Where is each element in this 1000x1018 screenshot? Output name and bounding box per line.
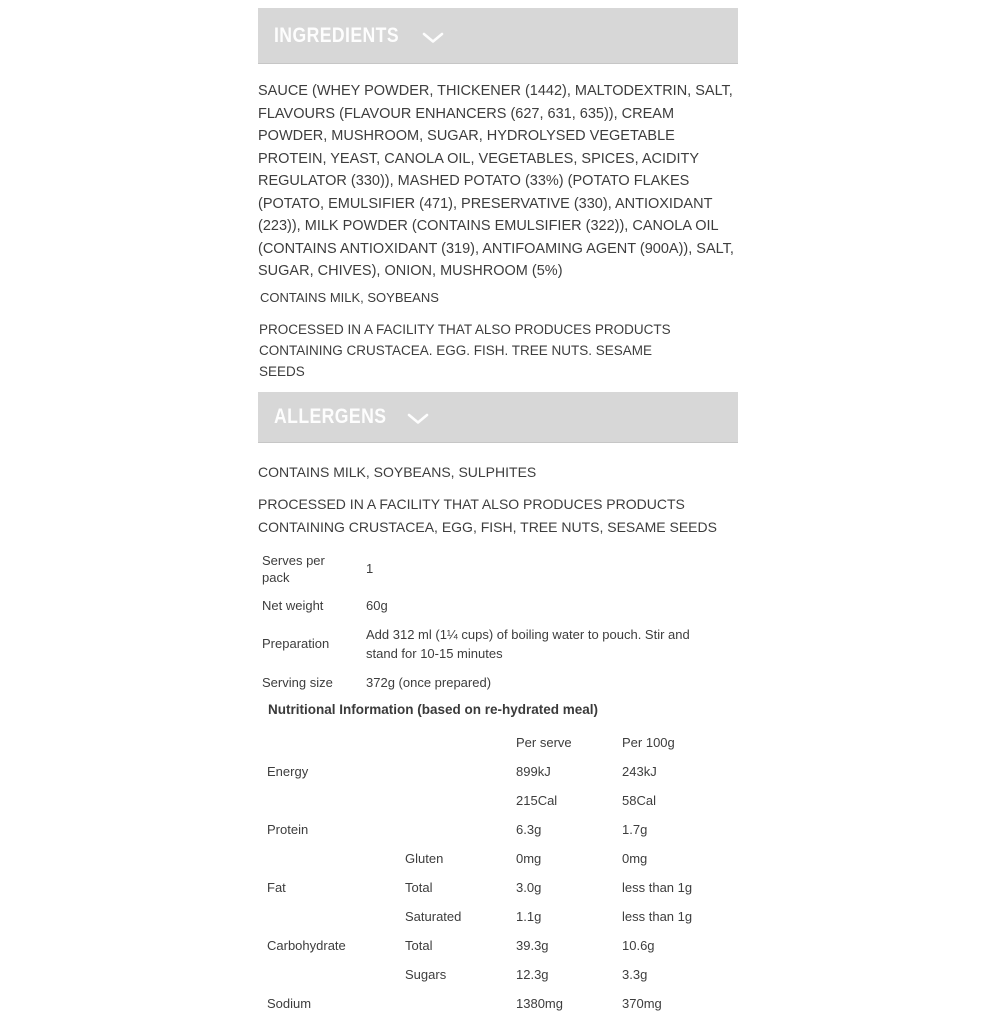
spec-table	[262, 547, 738, 697]
per-serve-value: 0mg	[516, 850, 542, 866]
nutrition-title: Nutritional Information (based on re-hydrated meal)	[268, 701, 599, 717]
nutrient-sub-label: Saturated	[405, 908, 462, 924]
nutrient-group-label: Carbohydrate	[267, 937, 346, 953]
chevron-down-icon	[407, 413, 429, 425]
nutrient-sub-label: Total	[405, 937, 433, 953]
allergens-contains-text: CONTAINS MILK, SOYBEANS, SULPHITES	[258, 463, 537, 480]
per-serve-value: 1.1g	[516, 908, 542, 924]
nutrition-row-row	[267, 844, 738, 873]
spec-label: Serving size	[262, 674, 333, 690]
nutrition-row-row	[267, 902, 738, 931]
spec-value: Add 312 ml (1¼ cups) of boiling water to pouch. Stir and stand for 10-15 minutes	[366, 626, 690, 661]
per-100g-value: less than 1g	[622, 879, 693, 895]
nutrient-sub-label: Gluten	[405, 850, 444, 866]
ingredients-contains-text: CONTAINS MILK, SOYBEANS	[260, 289, 439, 305]
spec-label: Preparation	[262, 636, 330, 651]
spec-label: Serves per pack	[262, 552, 325, 585]
spec-value: 60g	[366, 597, 388, 613]
nutrition-row-row	[267, 960, 738, 989]
per-serve-column-header: Per serve	[516, 734, 572, 750]
nutrient-sub-label: Sugars	[405, 966, 447, 982]
per-serve-value: 215Cal	[516, 792, 558, 808]
nutrition-row-protein	[267, 815, 738, 844]
spec-label: Net weight	[262, 597, 324, 613]
per-serve-value: 6.3g	[516, 821, 542, 837]
per-100g-column-header: Per 100g	[622, 734, 675, 750]
per-100g-value: less than 1g	[622, 908, 693, 924]
per-100g-value: 58Cal	[622, 792, 656, 808]
nutrient-group-label: Protein	[267, 821, 309, 837]
ingredients-header-title: INGREDIENTS	[274, 23, 399, 47]
spec-row-serves-per-pack	[262, 547, 738, 591]
ingredients-accordion-header[interactable]	[258, 8, 738, 64]
nutrient-group-label: Fat	[267, 879, 286, 895]
per-serve-value: 12.3g	[516, 966, 549, 982]
nutrient-group-label: Energy	[267, 763, 309, 779]
per-100g-value: 0mg	[622, 850, 648, 866]
per-100g-value: 10.6g	[622, 937, 655, 953]
per-100g-value: 3.3g	[622, 966, 648, 982]
product-info-panel	[258, 8, 738, 1018]
allergens-facility-warning-text: PROCESSED IN A FACILITY THAT ALSO PRODUCES PRODUCTS CONTAINING CRUSTACEA, EGG, FISH, TREE NUTS, SESAME SEEDS	[258, 495, 717, 535]
nutrition-row-sodium	[267, 989, 738, 1018]
nutrition-table	[267, 728, 738, 1018]
allergens-header-title: ALLERGENS	[274, 404, 387, 428]
nutrient-group-label: Sodium	[267, 995, 312, 1011]
nutrition-row-fat	[267, 873, 738, 902]
spec-row-serving-size	[262, 668, 738, 697]
ingredients-facility-warning-text: PROCESSED IN A FACILITY THAT ALSO PRODUCES PRODUCTS CONTAINING CRUSTACEA. EGG. FISH. TREE NUTS. SESAME SEEDS	[259, 321, 671, 379]
nutrition-row-energy	[267, 757, 738, 786]
spec-value: 1	[366, 561, 374, 576]
per-serve-value: 3.0g	[516, 879, 542, 895]
per-serve-value: 39.3g	[516, 937, 549, 953]
per-100g-value: 243kJ	[622, 763, 657, 779]
spec-row-net-weight	[262, 591, 738, 620]
allergens-accordion-header[interactable]	[258, 392, 738, 443]
per-serve-value: 1380mg	[516, 995, 563, 1011]
nutrition-row-carbohydrate	[267, 931, 738, 960]
spec-row-preparation	[262, 620, 738, 668]
per-100g-value: 370mg	[622, 995, 662, 1011]
nutrition-row-row	[267, 786, 738, 815]
nutrition-header-row	[267, 728, 738, 757]
per-100g-value: 1.7g	[622, 821, 648, 837]
ingredients-text: SAUCE (WHEY POWDER, THICKENER (1442), MALTODEXTRIN, SALT, FLAVOURS (FLAVOUR ENHANCERS (627, 631, 635)), CREAM POWDER, MUSHROOM, SUGAR, HYDROLYSED VEGETABLE PROTEIN, YEAST, CANOLA OIL, VEGETABLES, SPICES, ACIDITY REGULATOR (330)), MASHED POTATO (33%) (POTATO FLAKES (POTATO, EMULSIFIER (471), PRESERVATIVE (330), ANTIOXIDANT (223)), MILK POWDER (CONTAINS EMULSIFIER (322)), CANOLA OIL (CONTAINS ANTIOXIDANT (319), ANTIFOAMING AGENT (900A)), SALT, SUGAR, CHIVES), ONION, MUSHROOM (5%)	[258, 83, 734, 279]
nutrient-sub-label: Total	[405, 879, 433, 895]
per-serve-value: 899kJ	[516, 763, 551, 779]
spec-value: 372g (once prepared)	[366, 674, 492, 690]
chevron-down-icon	[422, 32, 444, 44]
